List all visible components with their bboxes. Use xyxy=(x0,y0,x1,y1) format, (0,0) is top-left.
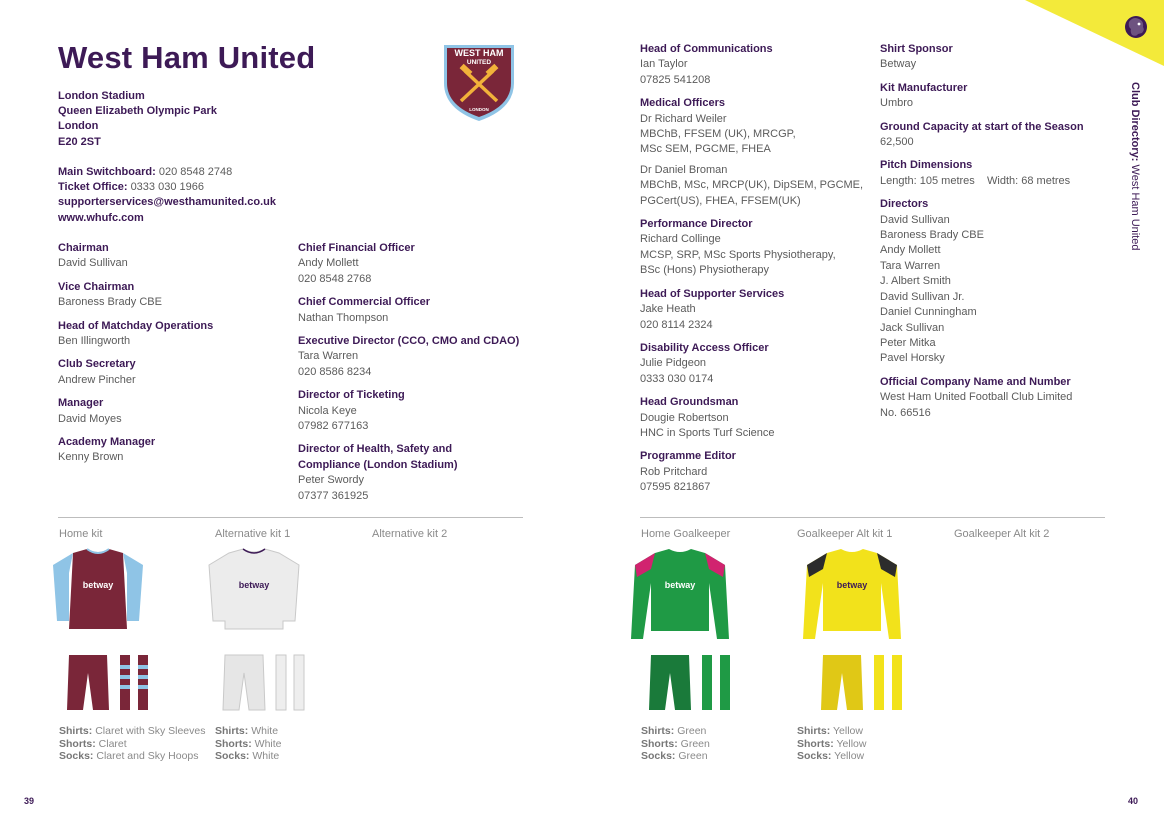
crest-text: WEST HAM xyxy=(454,48,504,58)
kit-label-alt2: Alternative kit 2 xyxy=(372,528,448,540)
matchday-operations-entry: Head of Matchday Operations Ben Illingworth xyxy=(58,319,214,348)
gk-home-socks xyxy=(702,655,730,710)
address-line: London xyxy=(58,120,99,133)
gk-home-kit-description: Shirts: Green Shorts: Green Socks: Green xyxy=(641,725,710,763)
home-shorts xyxy=(67,655,109,710)
academy-manager-entry: Academy Manager Kenny Brown xyxy=(58,436,156,464)
alt-kit-1-image xyxy=(199,543,309,717)
cfo-entry: Chief Financial Officer Andy Mollett 020 8548 2768 xyxy=(298,242,415,285)
kit-label-alt1: Alternative kit 1 xyxy=(215,528,291,540)
kit-label-gk-alt2: Goalkeeper Alt kit 2 xyxy=(954,528,1050,540)
shirt-sponsor-text: betway xyxy=(836,580,868,590)
supporter-services-entry: Head of Supporter Services Jake Heath 020 8114 2324 xyxy=(640,287,785,331)
ground-capacity-entry: Ground Capacity at start of the Season 62,500 xyxy=(880,120,1084,149)
address-line: E20 2ST xyxy=(58,135,101,148)
shirt-sponsor-entry: Shirt Sponsor Betway xyxy=(880,43,953,71)
ticketing-director-entry: Director of Ticketing Nicola Keye 07982 677163 xyxy=(298,389,405,433)
disability-access-entry: Disability Access Officer Julie Pidgeon 0333 030 0174 xyxy=(640,341,769,385)
home-kit-image xyxy=(43,543,153,717)
alt1-kit-description: Shirts: White Shorts: White Socks: White xyxy=(215,725,282,763)
page-number-left: 39 xyxy=(24,796,35,806)
gk-home-shorts xyxy=(649,655,691,710)
kit-manufacturer-entry: Kit Manufacturer Umbro xyxy=(880,81,968,110)
switchboard-label: Main Switchboard: xyxy=(58,166,156,178)
kit-section-divider-right xyxy=(640,517,1105,518)
address-line: Queen Elizabeth Olympic Park xyxy=(58,105,217,118)
website-link[interactable]: www.whufc.com xyxy=(58,211,144,224)
executive-director-entry: Executive Director (CCO, CMO and CDAO) Tara Warren 020 8586 8234 xyxy=(298,335,520,378)
gk-alt-kit-1-image xyxy=(797,543,907,717)
vice-chairman-entry: Vice Chairman Baroness Brady CBE xyxy=(58,280,162,309)
chairman-entry: Chairman David Sullivan xyxy=(58,242,128,270)
shirt-sponsor-text: betway xyxy=(664,580,696,590)
alt1-shirt xyxy=(209,549,299,629)
pitch-dimensions-entry: Pitch Dimensions Length: 105 metres Width: 68 metres xyxy=(880,159,1071,187)
home-shirt xyxy=(53,549,143,629)
ticket-office-label: Ticket Office: xyxy=(58,181,128,194)
directory-column-1 xyxy=(58,241,288,474)
alt1-socks xyxy=(276,655,304,710)
gk-alt1-kit-description: Shirts: Yellow Shorts: Yellow Socks: Yellow xyxy=(797,725,867,763)
performance-director-entry: Performance Director Richard Collinge MCSP, SRP, MSc Sports Physiotherapy, BSc (Hons) Physiotherapy xyxy=(640,218,836,277)
company-name-entry: Official Company Name and Number West Ham United Football Club Limited No. 66516 xyxy=(880,375,1073,419)
side-section-title: Club Directory: West Ham United xyxy=(1129,82,1141,251)
club-secretary-entry: Club Secretary Andrew Pincher xyxy=(58,358,136,386)
gk-alt1-shorts xyxy=(821,655,863,710)
directors-entry: Directors David Sullivan Baroness Brady CBE Andy Mollett Tara Warren J. Albert Smith David Sullivan Jr. Daniel Cunningham Jack Sullivan Peter Mitka Pavel Horsky xyxy=(880,198,984,365)
kit-label-gk-alt1: Goalkeeper Alt kit 1 xyxy=(797,528,893,540)
crest-text-2: UNITED xyxy=(466,59,492,66)
shirt-sponsor-text: betway xyxy=(82,580,114,590)
ticket-office-number[interactable]: 0333 030 1966 xyxy=(130,181,204,194)
cco-entry: Chief Commercial Officer Nathan Thompson xyxy=(298,296,431,324)
contact-block xyxy=(58,165,276,226)
page-title: West Ham United xyxy=(58,40,316,75)
programme-editor-entry: Programme Editor Rob Pritchard 07595 821867 xyxy=(640,450,736,494)
address-block xyxy=(58,89,217,150)
home-socks xyxy=(120,655,148,710)
kit-section-divider-left xyxy=(58,517,523,518)
club-crest xyxy=(442,43,516,123)
head-groundsman-entry: Head Groundsman Dougie Robertson HNC in Sports Turf Science xyxy=(640,396,775,439)
shirt-sponsor-text: betway xyxy=(238,580,270,590)
page-number-right: 40 xyxy=(1128,796,1139,806)
kit-label-home: Home kit xyxy=(59,528,103,540)
switchboard-number[interactable]: 020 8548 2748 xyxy=(158,166,233,178)
home-kit-description: Shirts: Claret with Sky Sleeves Shorts: Claret Socks: Claret and Sky Hoops xyxy=(59,725,206,763)
gk-home-kit-image xyxy=(625,543,735,717)
medical-officers-entry: Medical Officers Dr Richard Weiler MBChB, FFSEM (UK), MRCGP, MSc SEM, PGCME, FHEA Dr Daniel Broman MBChB, MSc, MRCP(UK), DipSEM, PGCME, PGCert(US), FHEA, FFSEM(UK) xyxy=(640,97,864,207)
directory-column-3 xyxy=(640,42,875,504)
manager-entry: Manager David Moyes xyxy=(58,397,122,425)
gk-alt1-socks xyxy=(874,655,902,710)
crest-small-text: LONDON xyxy=(469,107,489,112)
alt1-shorts xyxy=(223,655,265,710)
health-safety-director-entry: Director of Health, Safety and Compliance (London Stadium) Peter Swordy 07377 361925 xyxy=(298,443,458,502)
address-line: London Stadium xyxy=(58,90,145,102)
directory-column-2 xyxy=(298,241,528,512)
communications-entry: Head of Communications Ian Taylor 07825 541208 xyxy=(640,43,773,86)
email-link[interactable]: supporterservices@westhamunited.co.uk xyxy=(58,196,276,209)
premier-league-lion-icon xyxy=(1125,16,1147,38)
gk-home-shirt xyxy=(631,549,729,639)
kit-label-gk-home: Home Goalkeeper xyxy=(641,528,731,540)
gk-alt1-shirt xyxy=(803,549,901,639)
directory-column-4 xyxy=(880,42,1120,429)
